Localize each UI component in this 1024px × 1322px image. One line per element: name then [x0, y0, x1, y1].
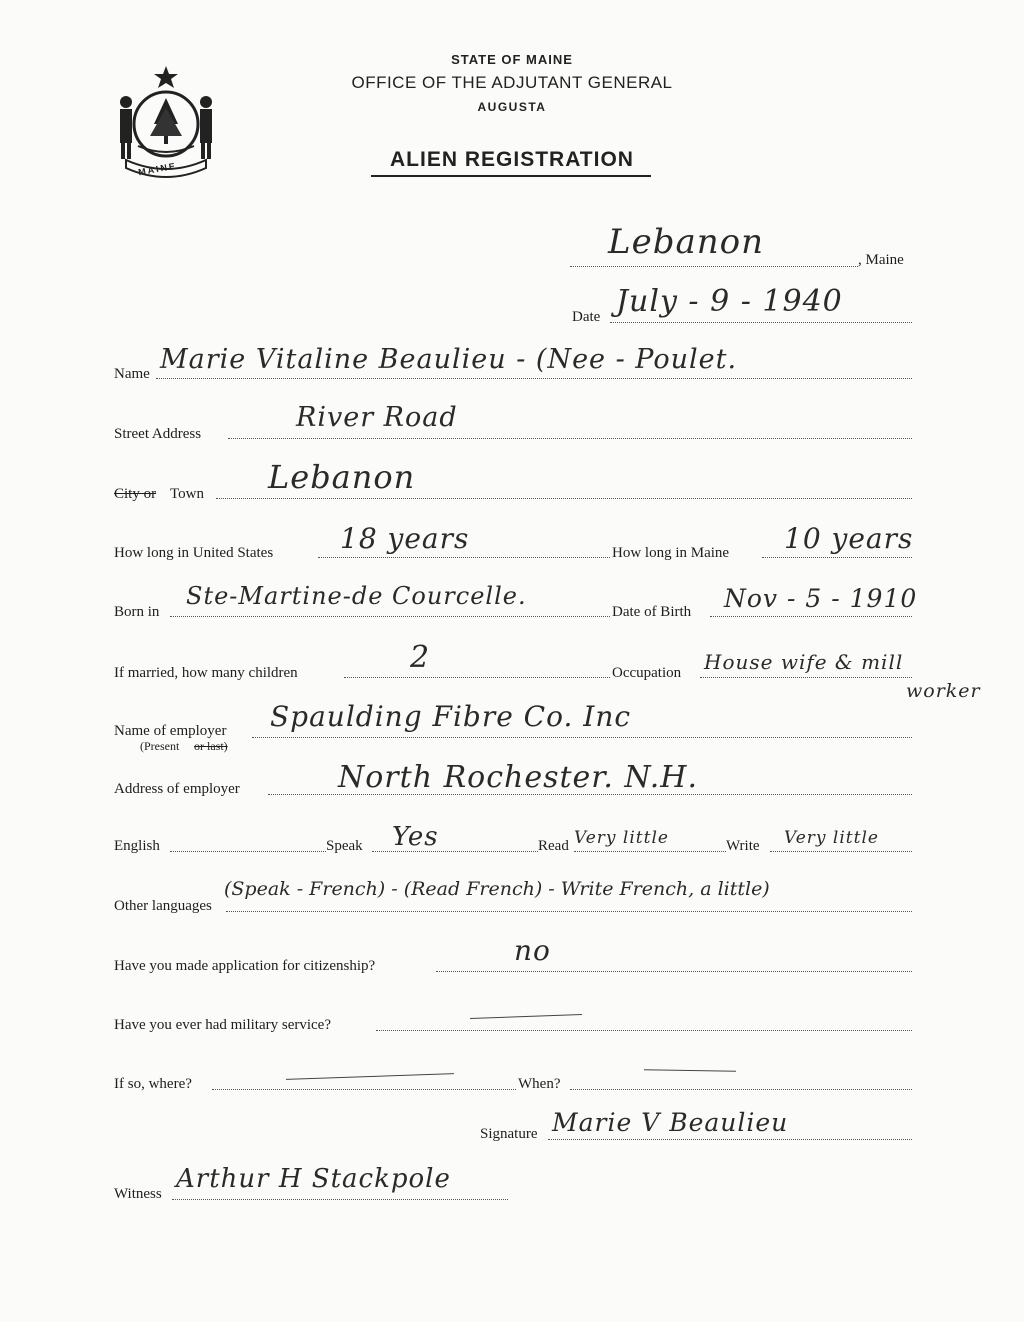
when-dash-mark	[644, 1069, 736, 1072]
read-entry: Very little	[574, 828, 669, 848]
witness-label: Witness	[114, 1186, 162, 1202]
citizenship-entry: no	[514, 934, 551, 967]
occupation-label: Occupation	[612, 665, 682, 681]
seal-lettering: MAINE	[137, 160, 178, 178]
write-label: Write	[726, 838, 760, 854]
town-entry: Lebanon	[268, 458, 416, 496]
where-line	[212, 1089, 516, 1090]
city-struck-label: City or	[114, 486, 157, 502]
how-long-us-label: How long in United States	[114, 545, 274, 561]
name-line	[156, 378, 912, 379]
children-line	[344, 677, 610, 678]
name-label: Name	[114, 366, 150, 382]
signature-entry: Marie V Beaulieu	[552, 1108, 789, 1137]
employer-address-label: Address of employer	[114, 781, 240, 797]
how-long-maine-label: How long in Maine	[612, 545, 730, 561]
write-line	[770, 851, 912, 852]
date-of-birth-label: Date of Birth	[612, 604, 692, 620]
witness-line	[172, 1199, 508, 1200]
town-label: Town	[170, 486, 204, 502]
other-languages-entry: (Speak - French) - (Read French) - Write French, a little)	[224, 878, 770, 900]
office-heading: OFFICE OF THE ADJUTANT GENERAL	[351, 73, 673, 92]
witness-entry: Arthur H Stackpole	[176, 1164, 451, 1194]
maine-label: , Maine	[858, 252, 904, 268]
street-entry: River Road	[296, 402, 458, 433]
date-label: Date	[572, 309, 601, 325]
date-of-birth-entry: Nov - 5 - 1910	[724, 584, 918, 613]
or-last-struck-label: or last)	[194, 739, 228, 753]
citizenship-label: Have you made application for citizenship?	[114, 958, 376, 974]
date-entry: July - 9 - 1940	[616, 284, 843, 319]
years-us-entry: 18 years	[340, 522, 470, 555]
employer-line	[252, 737, 912, 738]
citizenship-line	[436, 971, 912, 972]
city-heading: AUGUSTA	[477, 100, 547, 114]
title-underline	[371, 175, 651, 177]
street-line	[228, 438, 912, 439]
write-entry: Very little	[784, 828, 879, 848]
date-line	[610, 322, 912, 323]
where-dash-mark	[286, 1073, 454, 1080]
speak-entry: Yes	[392, 822, 439, 852]
born-in-label: Born in	[114, 604, 160, 620]
street-label: Street Address	[114, 426, 202, 442]
when-label: When?	[518, 1076, 561, 1092]
english-label: English	[114, 838, 160, 854]
military-line	[376, 1030, 912, 1031]
how-long-us-line	[318, 557, 610, 558]
other-languages-label: Other languages	[114, 898, 212, 914]
read-line	[574, 851, 726, 852]
form-title: ALIEN REGISTRATION	[390, 148, 634, 171]
occupation-entry: House wife & mill	[704, 650, 904, 674]
employer-entry: Spaulding Fibre Co. Inc	[270, 700, 632, 733]
read-label: Read	[538, 838, 569, 854]
present-label: (Present	[140, 739, 180, 753]
years-maine-entry: 10 years	[784, 522, 914, 555]
employer-label: Name of employer	[114, 723, 227, 739]
where-label: If so, where?	[114, 1076, 192, 1092]
born-in-line	[170, 616, 610, 617]
born-in-entry: Ste-Martine-de Courcelle.	[186, 582, 527, 610]
children-entry: 2	[410, 640, 431, 675]
when-line	[570, 1089, 912, 1090]
military-label: Have you ever had military service?	[114, 1017, 331, 1033]
occupation-line	[700, 677, 912, 678]
children-label: If married, how many children	[114, 665, 298, 681]
name-entry: Marie Vitaline Beaulieu - (Nee - Poulet.	[160, 344, 738, 375]
military-dash-mark	[470, 1014, 582, 1019]
date-of-birth-line	[710, 616, 912, 617]
employer-address-entry: North Rochester. N.H.	[338, 760, 698, 795]
signature-line	[548, 1139, 912, 1140]
english-line	[170, 851, 326, 852]
signature-label: Signature	[480, 1126, 538, 1142]
occupation-entry-continued: worker	[906, 680, 981, 702]
other-languages-line	[226, 911, 912, 912]
how-long-maine-line	[762, 557, 912, 558]
state-heading: STATE OF MAINE	[451, 52, 573, 67]
place-line	[570, 266, 858, 267]
speak-label: Speak	[326, 838, 363, 854]
town-line	[216, 498, 912, 499]
place-entry: Lebanon	[608, 222, 764, 262]
